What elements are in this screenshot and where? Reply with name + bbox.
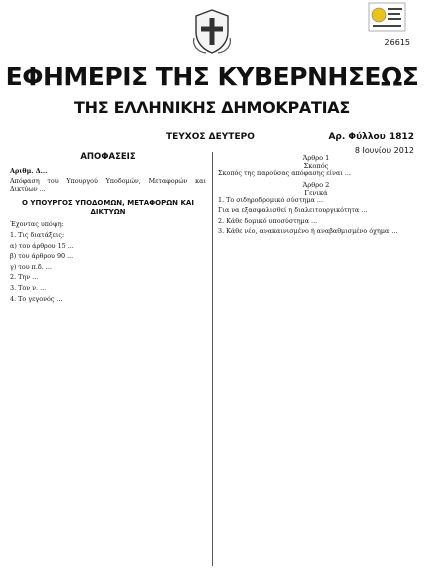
gazette-title: ΕΦΗΜΕΡΙΣ ΤΗΣ ΚΥΒΕΡΝΗΣΕΩΣ <box>5 62 419 91</box>
national-printing-office-stamp-icon <box>368 2 406 32</box>
gazette-subtitle: ΤΗΣ ΕΛΛΗΝΙΚΗΣ ΔΗΜΟΚΡΑΤΙΑΣ <box>73 98 350 117</box>
decision-reference: Αριθμ. Δ... <box>10 166 48 175</box>
article-1-subtitle: Σκοπός <box>303 162 329 170</box>
ministry-heading: Ο ΥΠΟΥΡΓΟΣ ΥΠΟΔΟΜΩΝ, ΜΕΤΑΦΟΡΩΝ ΚΑΙ ΔΙΚΤΥΩΝ <box>22 199 194 217</box>
article-1-title: Άρθρο 1 <box>302 154 330 162</box>
consideration-1a: α) του άρθρου 15 ... <box>10 241 74 250</box>
issue-date: 8 Ιουνίου 2012 <box>354 146 414 155</box>
article-2-subtitle: Γενικά <box>304 188 328 197</box>
consideration-2: 2. Την ... <box>10 273 39 282</box>
consideration-1: 1. Τις διατάξεις: <box>10 230 65 239</box>
page-number: 26615 <box>384 38 410 47</box>
decisions-heading: ΑΠΟΦΑΣΕΙΣ <box>80 152 136 162</box>
left-column <box>10 154 206 306</box>
article-2-paragraph-3: 3. Κάθε νέο, ανακαινισμένο ή αναβαθμισμένο όχημα ... <box>218 227 398 236</box>
decision-summary: Απόφαση του Υπουργού Υποδομών, Μεταφορών και Δικτύων ... <box>10 177 206 193</box>
issue-sheet-number: Αρ. Φύλλου 1812 <box>328 132 414 142</box>
issue-info <box>10 132 414 146</box>
consideration-1c: γ) του π.δ. ... <box>10 262 52 271</box>
consideration-3: 3. Τον ν. ... <box>10 283 47 292</box>
column-divider <box>212 152 213 566</box>
considerations-intro: Έχοντας υπόψη: <box>10 220 64 229</box>
article-2-paragraph-1: 1. Το σιδηροδρομικό σύστημα ... <box>218 195 323 204</box>
issue-volume: ΤΕΥΧΟΣ ΔΕΥΤΕΡΟ <box>166 132 255 142</box>
right-column <box>218 154 414 239</box>
consideration-4: 4. Το γεγονός ... <box>10 294 63 303</box>
consideration-1b: β) του άρθρου 90 ... <box>10 252 74 261</box>
article-2-paragraph-2: 2. Κάθε δομικό υποσύστημα ... <box>218 216 318 225</box>
article-2-title: Άρθρο 2 <box>302 180 330 189</box>
article-1-text: Σκοπός της παρούσας απόφασης είναι ... <box>218 169 351 177</box>
greek-coat-of-arms-icon <box>192 8 232 54</box>
article-2-paragraph-interop: Για να εξασφαλισθεί η διαλειτουργικότητα ... <box>218 206 368 215</box>
